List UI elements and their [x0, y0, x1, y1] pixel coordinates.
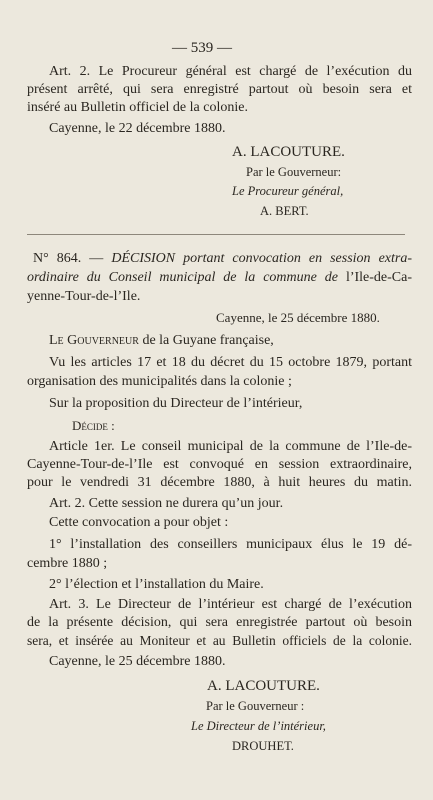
article1-line-3: pour le vendredi 31 décembre 1880, à huit heures du matin.: [27, 475, 412, 490]
objet-2: 2° l’élection et l’installation du Maire.: [49, 577, 264, 592]
article3-line-3: sera, et insérée au Moniteur et au Bulletin officiels de la colonie.: [27, 633, 412, 648]
decision-title-2: ordinaire du Conseil municipal de la commune de: [27, 270, 339, 285]
gouverneur-rest: de la Guyane française,: [142, 333, 274, 348]
signatory-2: A. LACOUTURE.: [207, 678, 320, 694]
objet-intro: Cette convocation a pour objet :: [49, 515, 229, 530]
sur-la-proposition: Sur la proposition du Directeur de l’intérieur,: [49, 396, 303, 411]
article3-line-2: de la présente décision, qui sera enregistrée partout où besoin: [27, 615, 412, 630]
article2: Art. 2. Cette session ne durera qu’un jour.: [49, 496, 284, 511]
decision-dateline: Cayenne, le 25 décembre 1880.: [216, 310, 380, 325]
vu-line-2: organisation des municipalités dans la colonie ;: [27, 374, 292, 389]
decide-heading: Décide :: [72, 418, 115, 433]
section-divider: [27, 234, 405, 235]
page-number: — 539 —: [172, 40, 232, 56]
gouverneur-line: [49, 334, 274, 348]
counter-signatory-2: DROUHET.: [232, 739, 294, 753]
art2-line-1: Art. 2. Le Procureur général est chargé de l’exécution du: [49, 64, 412, 79]
decision-title-2-roman: l’Ile-de-Ca-: [345, 270, 413, 285]
decision-number: N° 864.: [33, 251, 82, 266]
article3-line-1: Art. 3. Le Directeur de l’intérieur est chargé de l’exécution: [49, 597, 412, 612]
role-directeur: Le Directeur de l’intérieur,: [191, 719, 326, 733]
signatory-1: A. LACOUTURE.: [232, 144, 345, 160]
article1-line-2: Cayenne-Tour-de-l’Ile est convoqué en session extraordinaire,: [27, 457, 412, 472]
art2-line-2: présent arrêté, qui sera enregistré partout où besoin sera et: [27, 82, 412, 97]
place-date-1: Cayenne, le 22 décembre 1880.: [49, 121, 226, 136]
art2-line-3: inséré au Bulletin officiel de la colonie.: [27, 100, 248, 115]
counter-signatory-1: A. BERT.: [260, 204, 309, 218]
objet-1-line-1: 1° l’installation des conseillers municipaux élus le 19 dé-: [49, 537, 412, 552]
decision-heading-line-3: yenne-Tour-de-l’Ile.: [27, 289, 141, 304]
decision-title-1: DÉCISION portant convocation en session extra-: [111, 251, 413, 266]
decision-heading-line-1: [33, 252, 412, 266]
place-date-2: Cayenne, le 25 décembre 1880.: [49, 654, 226, 669]
vu-line-1: Vu les articles 17 et 18 du décret du 15 octobre 1879, portant: [49, 355, 412, 370]
par-le-gouverneur-1: Par le Gouverneur:: [246, 165, 342, 179]
par-le-gouverneur-2: Par le Gouverneur :: [206, 699, 305, 713]
objet-1-line-2: cembre 1880 ;: [27, 556, 108, 571]
heading-dash: —: [89, 251, 104, 266]
article1-line-1: Article 1er. Le conseil municipal de la commune de l’Ile-de-: [49, 439, 412, 454]
decision-heading-line-2: [27, 271, 412, 285]
gouverneur-smallcaps: Le Gouverneur: [49, 333, 139, 348]
role-procureur: Le Procureur général,: [232, 184, 344, 198]
